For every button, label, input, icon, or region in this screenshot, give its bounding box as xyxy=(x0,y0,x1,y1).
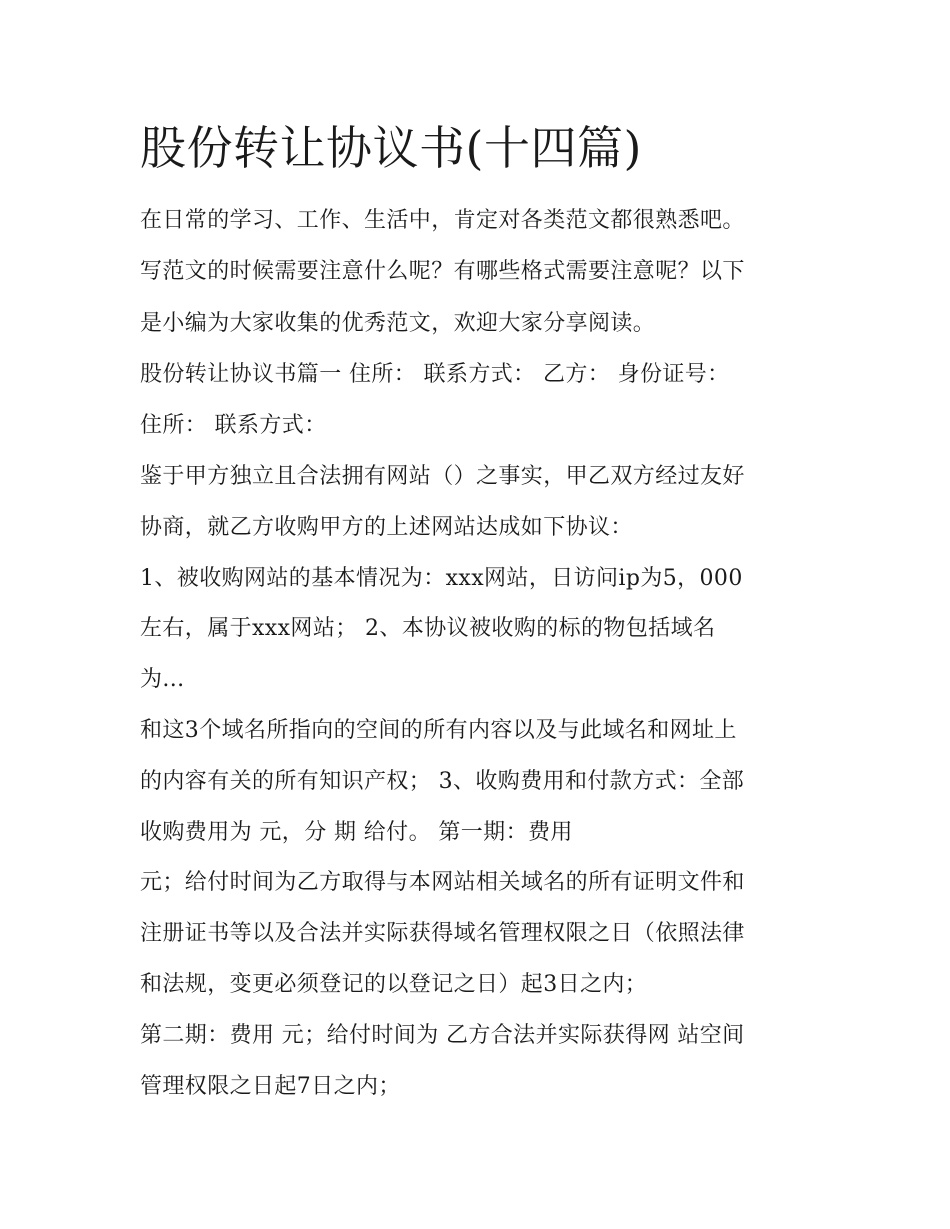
body-line-2: 写范文的时候需要注意什么呢？有哪些格式需要注意呢？以下 xyxy=(140,259,745,284)
body-line-5: 住所： 联系方式： xyxy=(140,413,327,438)
body-line-6: 鉴于甲方独立且合法拥有网站（）之事实，甲乙双方经过友好 xyxy=(140,464,745,489)
body-line-12: 的内容有关的所有知识产权； 3、收购费用和付款方式：全部 xyxy=(140,769,745,794)
body-line-4: 股份转让协议书篇一 住所： 联系方式： 乙方： 身份证号： xyxy=(140,362,730,387)
body-line-13: 收购费用为 元，分 期 给付。 第一期：费用 xyxy=(140,820,573,845)
body-line-18: 管理权限之日起7日之内； xyxy=(140,1074,401,1099)
body-line-15: 注册证书等以及合法并实际获得域名管理权限之日（依照法律 xyxy=(140,921,745,946)
body-line-7: 协商，就乙方收购甲方的上述网站达成如下协议： xyxy=(140,515,633,540)
body-line-17: 第二期：费用 元；给付时间为 乙方合法并实际获得网 站空间 xyxy=(140,1023,745,1048)
body-line-9: 左右，属于xxx网站； 2、本协议被收购的标的物包括域名 xyxy=(140,616,716,641)
document-title: 股份转让协议书(十四篇) xyxy=(140,121,642,175)
body-line-10: 为... xyxy=(140,667,185,692)
body-line-14: 元；给付时间为乙方取得与本网站相关域名的所有证明文件和 xyxy=(140,870,745,895)
body-line-3: 是小编为大家收集的优秀范文，欢迎大家分享阅读。 xyxy=(140,311,656,336)
body-line-8: 1、被收购网站的基本情况为：xxx网站，日访问ip为5，000 xyxy=(140,566,743,591)
body-line-11: 和这3个域名所指向的空间的所有内容以及与此域名和网址上 xyxy=(140,718,737,743)
body-line-16: 和法规，变更必须登记的以登记之日）起3日之内； xyxy=(140,972,648,997)
body-line-1: 在日常的学习、工作、生活中，肯定对各类范文都很熟悉吧。 xyxy=(140,208,745,233)
